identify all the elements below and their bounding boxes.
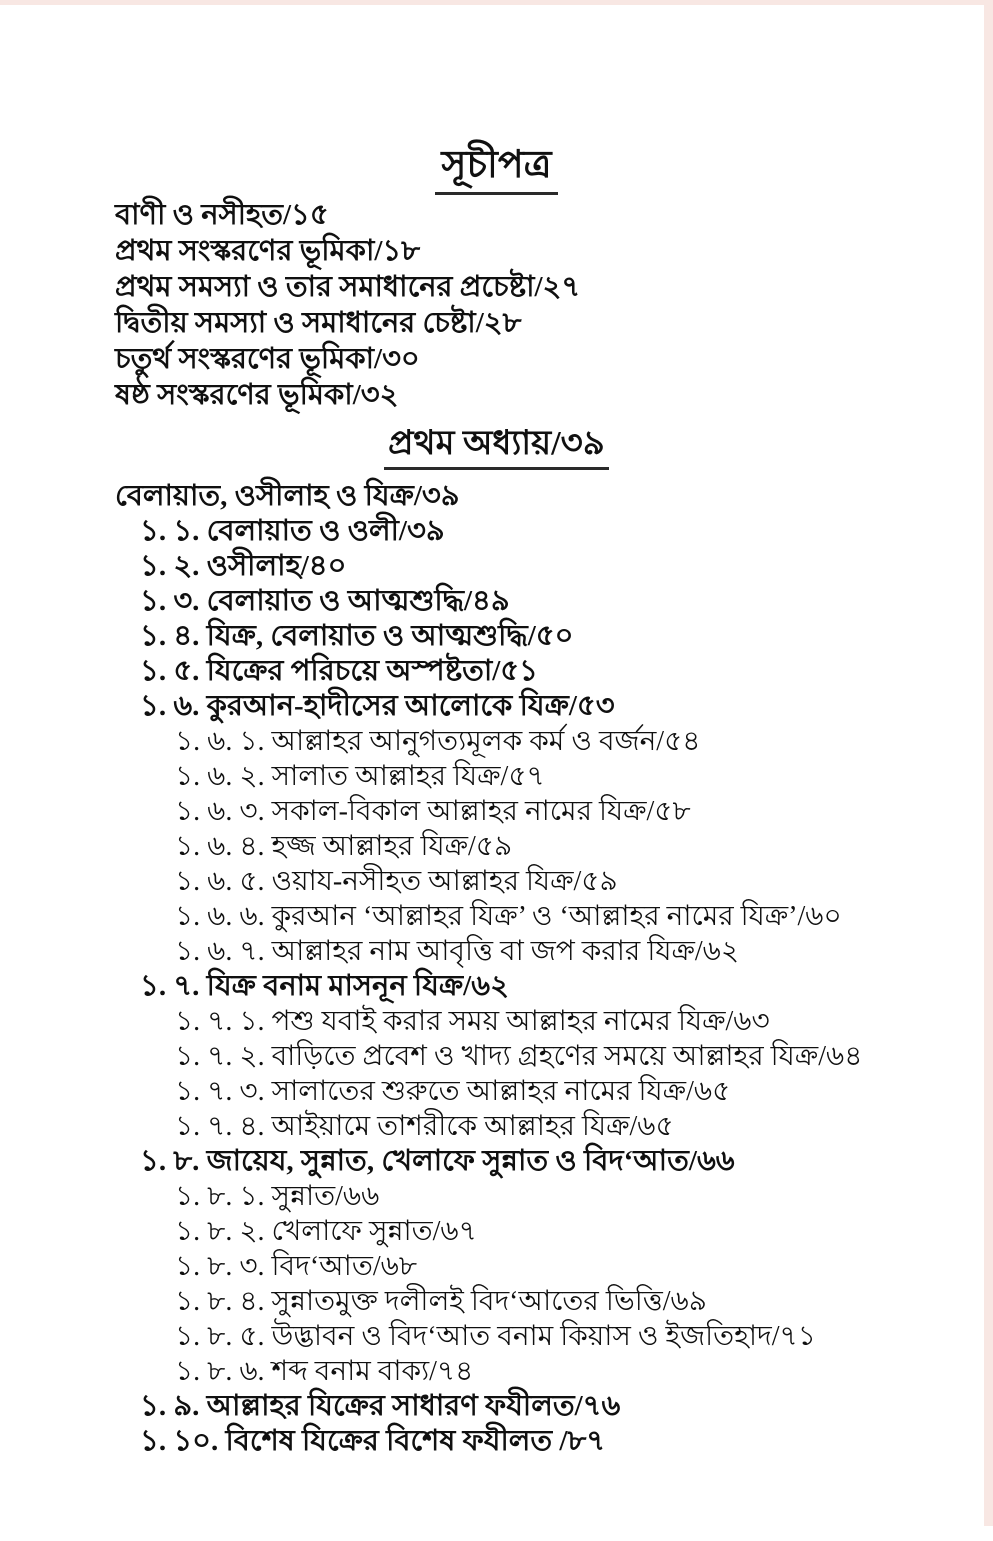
page-title: সূচীপত্র bbox=[435, 144, 557, 195]
toc-item: ১. ৬. ৭. আল্লাহর নাম আবৃত্তি বা জপ করার যিক্র/৬২ bbox=[175, 936, 740, 967]
toc-item: দ্বিতীয় সমস্যা ও সমাধানের চেষ্টা/২৮ bbox=[115, 307, 522, 339]
chapter-heading-row bbox=[0, 424, 993, 470]
scan-edge-right bbox=[984, 0, 993, 1526]
toc-item: ১. ৭. যিক্র বনাম মাসনূন যিক্র/৬২ bbox=[140, 970, 509, 1002]
toc-item: ১. ৮. ৩. বিদ‘আত/৬৮ bbox=[175, 1251, 417, 1282]
toc-item: ১. ৮. জায়েয, সুন্নাত, খেলাফে সুন্নাত ও বিদ‘আত/৬৬ bbox=[140, 1145, 735, 1177]
toc-item: ১. ৯. আল্লাহর যিক্রের সাধারণ ফযীলত/৭৬ bbox=[140, 1390, 621, 1422]
toc-item: বেলায়াত, ওসীলাহ ও যিক্র/৩৯ bbox=[115, 480, 460, 512]
toc-item: ষষ্ঠ সংস্করণের ভূমিকা/৩২ bbox=[115, 379, 399, 411]
toc-item: চতুর্থ সংস্করণের ভূমিকা/৩০ bbox=[115, 343, 420, 375]
toc-item: ১. ৬. ৪. হজ্জ আল্লাহর যিক্র/৫৯ bbox=[175, 831, 513, 862]
toc-item: ১. ৬. কুরআন-হাদীসের আলোকে যিক্র/৫৩ bbox=[140, 690, 615, 722]
front-matter-list bbox=[115, 197, 953, 413]
toc-item: ১. ৭. ৩. সালাতের শুরুতে আল্লাহর নামের যিক্র/৬৫ bbox=[175, 1076, 731, 1107]
chapter-heading: প্রথম অধ্যায়/৩৯ bbox=[384, 424, 609, 470]
toc-item: বাণী ও নসীহত/১৫ bbox=[115, 199, 329, 231]
toc-item: ১. ১০. বিশেষ যিক্রের বিশেষ ফযীলত /৮৭ bbox=[140, 1425, 606, 1457]
scan-edge-top bbox=[0, 0, 993, 5]
toc-item: ১. ৩. বেলায়াত ও আত্মশুদ্ধি/৪৯ bbox=[140, 585, 510, 617]
page-title-row bbox=[0, 144, 993, 195]
toc-item: ১. ৭. ১. পশু যবাই করার সময় আল্লাহর নামের যিক্র/৬৩ bbox=[175, 1006, 770, 1037]
toc-item: প্রথম সমস্যা ও তার সমাধানের প্রচেষ্টা/২৭ bbox=[115, 271, 581, 303]
toc-item: প্রথম সংস্করণের ভূমিকা/১৮ bbox=[115, 235, 421, 267]
toc-item: ১. ৮. ৫. উদ্ভাবন ও বিদ‘আত বনাম কিয়াস ও ইজতিহাদ/৭১ bbox=[175, 1321, 816, 1352]
toc-item: ১. ৮. ১. সুন্নাত/৬৬ bbox=[175, 1181, 380, 1212]
toc-item: ১. ৬. ৫. ওয়ায-নসীহত আল্লাহর যিক্র/৫৯ bbox=[175, 866, 618, 897]
toc-item: ১. ৮. ২. খেলাফে সুন্নাত/৬৭ bbox=[175, 1216, 477, 1247]
toc-item: ১. ১. বেলায়াত ও ওলী/৩৯ bbox=[140, 515, 445, 547]
toc-item: ১. ৬. ২. সালাত আল্লাহর যিক্র/৫৭ bbox=[175, 761, 545, 792]
toc-item: ১. ২. ওসীলাহ/৪০ bbox=[140, 550, 347, 582]
toc-item: ১. ৫. যিক্রের পরিচয়ে অস্পষ্টতা/৫১ bbox=[140, 655, 538, 687]
chapter-toc-list bbox=[115, 479, 963, 1459]
toc-item: ১. ৬. ৬. কুরআন ‘আল্লাহর যিক্র’ ও ‘আল্লাহর নামের যিক্র’/৬০ bbox=[175, 901, 842, 932]
toc-item: ১. ৭. ৪. আইয়ামে তাশরীকে আল্লাহর যিক্র/৬৫ bbox=[175, 1111, 674, 1142]
toc-item: ১. ৭. ২. বাড়িতে প্রবেশ ও খাদ্য গ্রহণের সময়ে আল্লাহর যিক্র/৬৪ bbox=[175, 1041, 863, 1072]
toc-item: ১. ৮. ৬. শব্দ বনাম বাক্য/৭৪ bbox=[175, 1356, 474, 1387]
toc-item: ১. ৮. ৪. সুন্নাতমুক্ত দলীলই বিদ‘আতের ভিত্তি/৬৯ bbox=[175, 1286, 707, 1317]
toc-item: ১. ৪. যিক্র, বেলায়াত ও আত্মশুদ্ধি/৫০ bbox=[140, 620, 574, 652]
toc-item: ১. ৬. ১. আল্লাহর আনুগত্যমূলক কর্ম ও বর্জন/৫৪ bbox=[175, 726, 701, 757]
toc-item: ১. ৬. ৩. সকাল-বিকাল আল্লাহর নামের যিক্র/৫৮ bbox=[175, 796, 691, 827]
